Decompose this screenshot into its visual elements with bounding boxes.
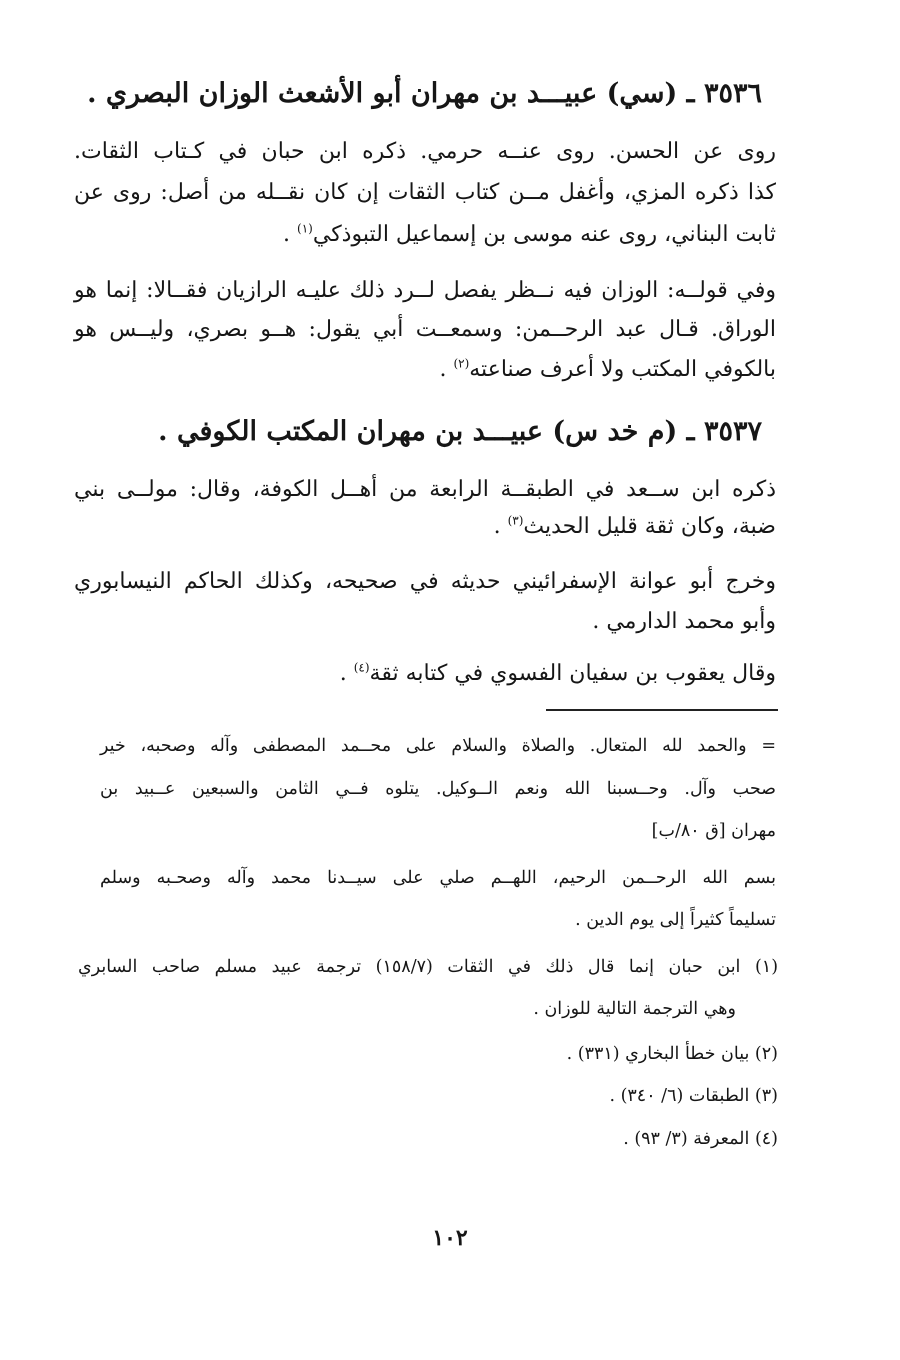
footnote-line: تسليماً كثيراً إلى يوم الدين .: [575, 910, 776, 930]
body-line: وخرج أبو عوانة الإسفرائيني حديثه في صحيحه، وكذلك الحاكم النيسابوري: [74, 569, 776, 594]
body-text: وقال يعقوب بن سفيان الفسوي في كتابه ثقة: [369, 661, 776, 686]
body-line: روى عن الحسن. روى عنــه حرمي. ذكره ابن حبان في كـتاب الثقات.: [74, 139, 776, 164]
footnote-4: (٤) المعرفة (٣/ ٩٣) .: [623, 1129, 778, 1149]
body-line: ذكره ابن ســعد في الطبقــة الرابعة من أهــل الكوفة، وقال: مولــى بني: [74, 477, 776, 502]
sentence-end: .: [439, 357, 454, 382]
footnote-ref-4: (٤): [353, 660, 370, 675]
sentence-end: .: [493, 514, 508, 539]
entry-heading-3537: ٣٥٣٧ ـ (م خد س) عبيـــد بن مهران المكتب الكوفي .: [158, 416, 762, 447]
sentence-end: .: [339, 661, 354, 686]
body-line: وأبو محمد الدارمي .: [592, 609, 776, 634]
footnote-3: (٣) الطبقات (٦/ ٣٤٠) .: [609, 1086, 778, 1106]
sentence-end: .: [283, 222, 298, 247]
footnote-line: مهران [ق ٨٠/ب]: [651, 821, 776, 841]
body-text: بالكوفي المكتب ولا أعرف صناعته: [469, 357, 776, 382]
body-line: وفي قولــه: الوزان فيه نــظر يفصل لــرد ذلك عليـه الرازيان فقــالا: إنما هو: [74, 278, 776, 303]
footnote-ref-2: (٢): [453, 356, 470, 371]
body-line: [74, 509, 776, 545]
body-line: [74, 656, 776, 692]
body-text: ثابت البناني، روى عنه موسى بن إسماعيل التبوذكي: [312, 222, 776, 247]
footnote-ref-3: (٣): [507, 513, 524, 528]
body-line: [74, 352, 776, 388]
body-line: كذا ذكره المزي، وأغفل مــن كتاب الثقات إن كان نقــله من أصل: روى عن: [74, 180, 776, 205]
footnote-1: (١) ابن حبان إنما قال ذلك في الثقات (١٥٨/٧) ترجمة عبيد مسلم صاحب السابري: [78, 957, 779, 977]
footnote-1-continuation: وهي الترجمة التالية للوزان .: [533, 999, 736, 1019]
body-line: [74, 217, 776, 253]
body-line: الوراق. قـال عبد الرحــمن: وسمعــت أبي يقول: هــو بصري، وليــس هو: [74, 317, 776, 342]
footnote-separator: [546, 709, 778, 711]
page-number: ١٠٢: [432, 1225, 468, 1251]
footnote-line: بسم الله الرحــمن الرحيم، اللهــم صلي على سيــدنا محمد وآله وصحـبه وسلم: [100, 868, 776, 888]
footnote-ref-1: (١): [297, 221, 313, 236]
footnote-line: صحب وآل. وحــسبنا الله ونعم الــوكيل. يتلوه فــي الثامن والسبعين عــبيد بن: [100, 779, 776, 799]
body-text: ضبة، وكان ثقة قليل الحديث: [523, 514, 776, 539]
entry-heading-3536: ٣٥٣٦ ـ (سي) عبيـــد بن مهران أبو الأشعث الوزان البصري .: [87, 78, 762, 109]
footnote-2: (٢) بيان خطأ البخاري (٣٣١) .: [566, 1044, 778, 1064]
footnote-line: = والحمد لله المتعال. والصلاة والسلام على محــمد المصطفى وآله وصحبه، خير: [100, 736, 776, 756]
